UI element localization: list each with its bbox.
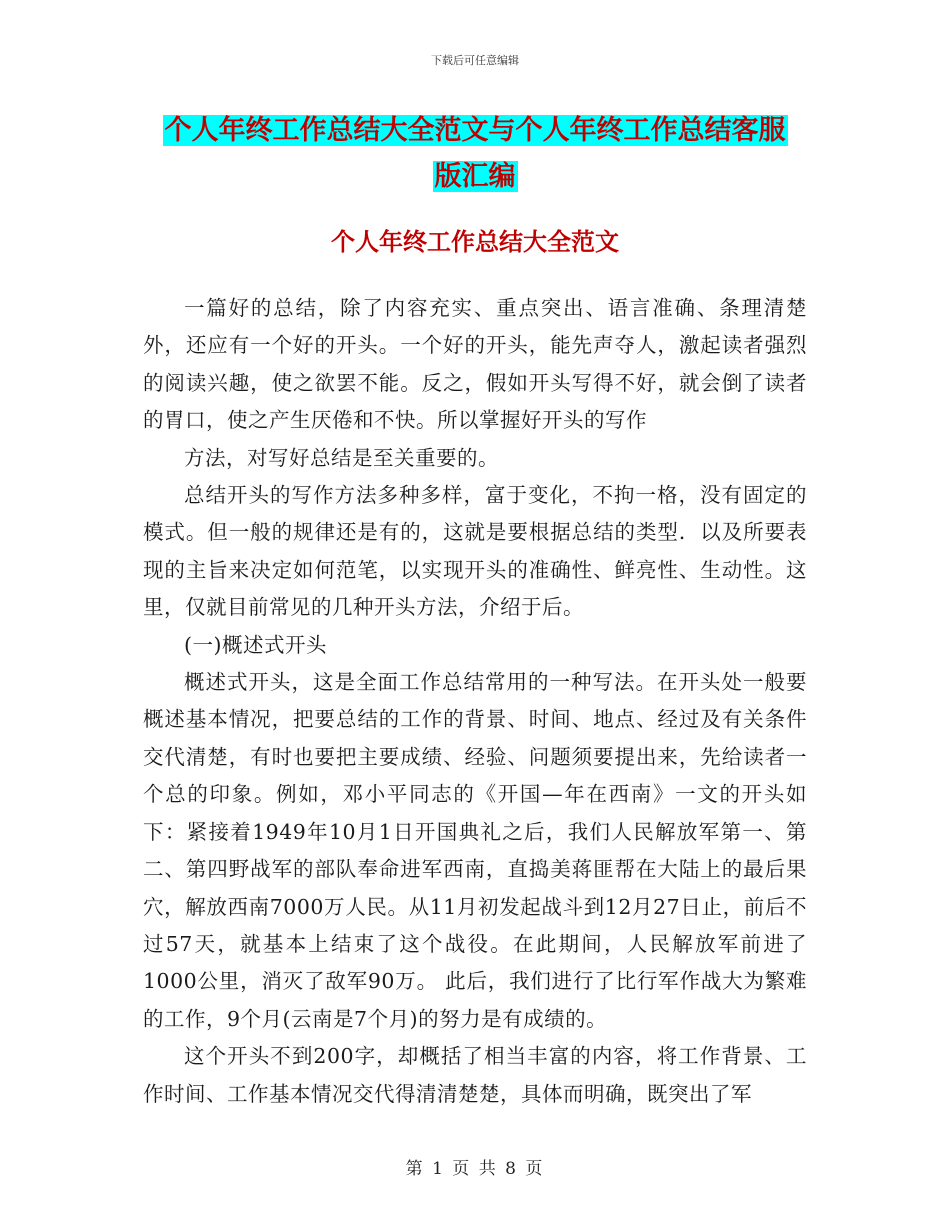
body-text [143, 290, 807, 1113]
document-title-line-1: 个人年终工作总结大全范文与个人年终工作总结客服 [164, 115, 786, 146]
page-footer: 第 1 页 共 8 页 [405, 1159, 545, 1179]
document-title [140, 108, 810, 200]
paragraph: 方法，对写好总结是至关重要的。 [184, 445, 499, 470]
paragraph: 总结开头的写作方法多种多样，富于变化，不拘一格，没有固定的模式。但一般的规律还是有的，这就是要根据总结的类型．以及所要表现的主旨来决定如何范笔，以实现开头的准确性、鲜亮性、生动性。这里，仅就目前常见的几种开头方法，介绍于后。 [143, 483, 807, 620]
document-title-line-2: 版汇编 [434, 161, 516, 192]
paragraph: 概述式开头，这是全面工作总结常用的一种写法。在开头处一般要概述基本情况，把要总结的工作的背景、时间、地点、经过及有关条件交代清楚，有时也要把主要成绩、经验、问题须要提出来，先给读者一个总的印象。例如，邓小平同志的《开国—年在西南》一文的开头如下：紧接着1949年10月1日开国典礼之后，我们人民解放军第一、第二、第四野战军的部队奉命进军西南，直捣美蒋匪帮在大陆上的最后果穴，解放西南7000万人民。从11月初发起战斗到12月27日止，前后不过57天，就基本上结束了这个战役。在此期间，人民解放军前进了1000公里，消灭了敌军90万。 此后，我们进行了比行军作战大为繁难的工作，9个月(云南是7个月)的努力是有成绩的。 [143, 670, 807, 1031]
section-heading: 个人年终工作总结大全范文 [331, 227, 619, 256]
page-header-note: 下载后可任意编辑 [431, 54, 519, 67]
subheading: (一)概述式开头 [184, 632, 327, 657]
paragraph: 这个开头不到200字，却概括了相当丰富的内容，将工作背景、工作时间、工作基本情况交代得清清楚楚，具体而明确，既突出了军 [143, 1044, 807, 1106]
paragraph: 一篇好的总结，除了内容充实、重点突出、语言准确、条理清楚外，还应有一个好的开头。一个好的开头，能先声夺人，激起读者强烈的阅读兴趣，使之欲罢不能。反之，假如开头写得不好，就会倒了读者的胃口，使之产生厌倦和不快。所以掌握好开头的写作 [143, 296, 807, 433]
